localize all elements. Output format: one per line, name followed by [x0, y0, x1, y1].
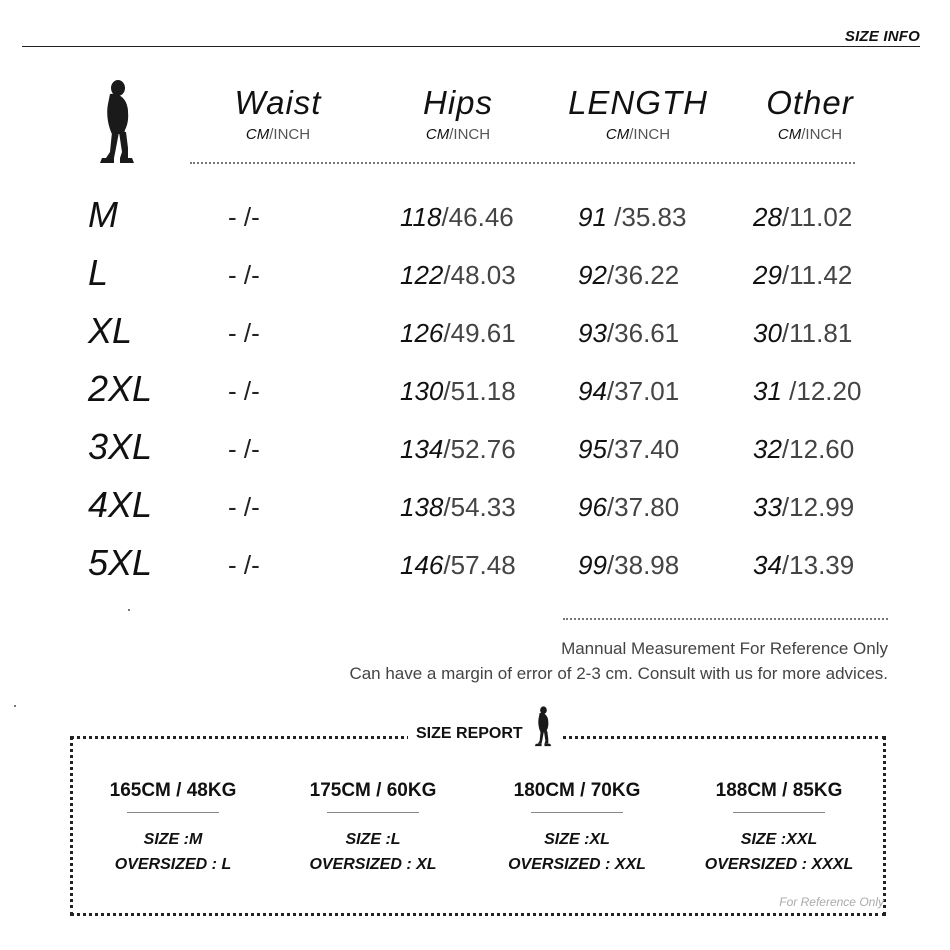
- oversized-size: OVERSIZED : XXL: [508, 856, 646, 873]
- size-info-title: SIZE INFO: [844, 28, 920, 45]
- inch-value: /12.99: [781, 492, 855, 522]
- height-weight: 175CM / 60KG: [309, 780, 437, 801]
- cm-value: 33: [753, 492, 782, 522]
- length-value: [578, 492, 679, 523]
- cm-value: 146: [400, 550, 444, 580]
- inch-value: /11.02: [781, 202, 853, 232]
- unit-cm: CM: [777, 126, 802, 143]
- inch-value: /36.61: [606, 318, 680, 348]
- hips-value: [400, 550, 516, 581]
- height-weight: 188CM / 85KG: [715, 780, 843, 801]
- inch-value: /36.22: [606, 260, 680, 290]
- cm-value: 29: [753, 260, 782, 290]
- measurement-note: Mannual Measurement For Reference Only: [561, 639, 888, 658]
- cm-value: 34: [753, 550, 782, 580]
- header-dotted-divider: [190, 162, 855, 164]
- error-margin-note: Can have a margin of error of 2-3 cm. Consult with us for more advices.: [349, 664, 888, 683]
- column-title: LENGTH: [568, 84, 708, 121]
- cm-value: 93: [578, 318, 607, 348]
- unit-inch: /INCH: [801, 126, 843, 143]
- size-report-heading: [408, 718, 563, 750]
- unit-cm: CM: [245, 126, 270, 143]
- unit-inch: /INCH: [629, 126, 671, 143]
- entry-divider: [531, 812, 623, 813]
- waist-value: - /-: [228, 202, 260, 232]
- size-report-entry: [278, 780, 468, 877]
- inch-value: /37.01: [606, 376, 680, 406]
- waist-value: - /-: [228, 376, 260, 406]
- other-value: [753, 492, 854, 523]
- column-unit: [563, 126, 713, 143]
- other-value: [753, 550, 854, 581]
- cm-value: 134: [400, 434, 444, 464]
- height-weight: 180CM / 70KG: [513, 780, 641, 801]
- size-label: 2XL: [88, 368, 153, 409]
- speck: [128, 609, 130, 611]
- unit-inch: /INCH: [269, 126, 311, 143]
- other-value: [753, 434, 854, 465]
- size-label: M: [88, 194, 118, 235]
- column-header-length: [563, 84, 713, 143]
- inch-value: /57.48: [443, 550, 516, 580]
- length-value: [578, 376, 679, 407]
- oversized-size: OVERSIZED : XL: [309, 856, 437, 873]
- inch-value: /13.39: [781, 550, 855, 580]
- other-value: [753, 376, 861, 407]
- inch-value: /11.81: [781, 318, 853, 348]
- cm-value: 32: [753, 434, 782, 464]
- cm-value: 118: [400, 202, 442, 232]
- column-header-hips: [398, 84, 518, 143]
- inch-value: /11.42: [781, 260, 853, 290]
- notes-dotted-divider: [563, 618, 888, 620]
- column-header-other: [750, 84, 870, 143]
- recommended-size: SIZE :L: [345, 831, 401, 848]
- column-title: Hips: [422, 84, 494, 121]
- length-value: [578, 318, 679, 349]
- column-title: Waist: [234, 84, 322, 121]
- ape-figure-icon: [92, 78, 142, 164]
- recommended-size: SIZE :M: [143, 831, 203, 848]
- inch-value: /54.33: [443, 492, 516, 522]
- size-report-entry: [684, 780, 874, 877]
- waist-value: - /-: [228, 434, 260, 464]
- inch-value: /46.46: [441, 202, 514, 232]
- header-divider: [22, 46, 920, 47]
- oversized-size: OVERSIZED : L: [114, 856, 232, 873]
- inch-value: /37.80: [606, 492, 680, 522]
- reference-footnote: For Reference Only: [779, 895, 884, 909]
- cm-value: 31: [753, 376, 782, 406]
- size-report-entry: [482, 780, 672, 877]
- recommended-size: SIZE :XXL: [740, 831, 818, 848]
- size-label: 4XL: [88, 484, 153, 525]
- size-label: XL: [88, 310, 133, 351]
- entry-divider: [327, 812, 419, 813]
- speck: [14, 705, 16, 707]
- size-label: 3XL: [88, 426, 153, 467]
- inch-value: /38.98: [606, 550, 680, 580]
- column-header-waist: [218, 84, 338, 143]
- inch-value: /48.03: [443, 260, 516, 290]
- cm-value: 28: [753, 202, 782, 232]
- waist-value: - /-: [228, 550, 260, 580]
- length-value: [578, 202, 686, 233]
- column-unit: [398, 126, 518, 143]
- inch-value: /51.18: [443, 376, 516, 406]
- cm-value: 99: [578, 550, 607, 580]
- inch-value: /35.83: [606, 202, 687, 232]
- waist-value: - /-: [228, 318, 260, 348]
- other-value: [753, 260, 852, 291]
- cm-value: 30: [753, 318, 782, 348]
- column-unit: [218, 126, 338, 143]
- hips-value: [400, 492, 516, 523]
- hips-value: [400, 318, 516, 349]
- unit-cm: CM: [425, 126, 450, 143]
- cm-value: 96: [578, 492, 607, 522]
- inch-value: /49.61: [443, 318, 516, 348]
- cm-value: 126: [400, 318, 444, 348]
- ape-figure-icon: [531, 704, 555, 748]
- inch-value: /52.76: [443, 434, 516, 464]
- unit-inch: /INCH: [449, 126, 491, 143]
- cm-value: 130: [400, 376, 444, 406]
- inch-value: /12.60: [781, 434, 855, 464]
- hips-value: [400, 434, 516, 465]
- hips-value: [400, 202, 514, 233]
- oversized-size: OVERSIZED : XXXL: [704, 856, 854, 873]
- height-weight: 165CM / 48KG: [109, 780, 237, 801]
- column-title: Other: [766, 84, 854, 121]
- size-report-entry: [78, 780, 268, 877]
- length-value: [578, 434, 679, 465]
- cm-value: 95: [578, 434, 607, 464]
- unit-cm: CM: [605, 126, 630, 143]
- length-value: [578, 550, 679, 581]
- cm-value: 94: [578, 376, 607, 406]
- size-label: L: [88, 252, 109, 293]
- size-label: 5XL: [88, 542, 153, 583]
- size-report-title: SIZE REPORT: [416, 725, 523, 742]
- recommended-size: SIZE :XL: [544, 831, 610, 848]
- column-unit: [750, 126, 870, 143]
- entry-divider: [733, 812, 825, 813]
- entry-divider: [127, 812, 219, 813]
- inch-value: /37.40: [606, 434, 680, 464]
- hips-value: [400, 260, 516, 291]
- hips-value: [400, 376, 516, 407]
- waist-value: - /-: [228, 260, 260, 290]
- cm-value: 91: [578, 202, 607, 232]
- cm-value: 138: [400, 492, 444, 522]
- cm-value: 122: [400, 260, 444, 290]
- other-value: [753, 318, 852, 349]
- length-value: [578, 260, 679, 291]
- cm-value: 92: [578, 260, 607, 290]
- waist-value: - /-: [228, 492, 260, 522]
- inch-value: /12.20: [781, 376, 862, 406]
- other-value: [753, 202, 852, 233]
